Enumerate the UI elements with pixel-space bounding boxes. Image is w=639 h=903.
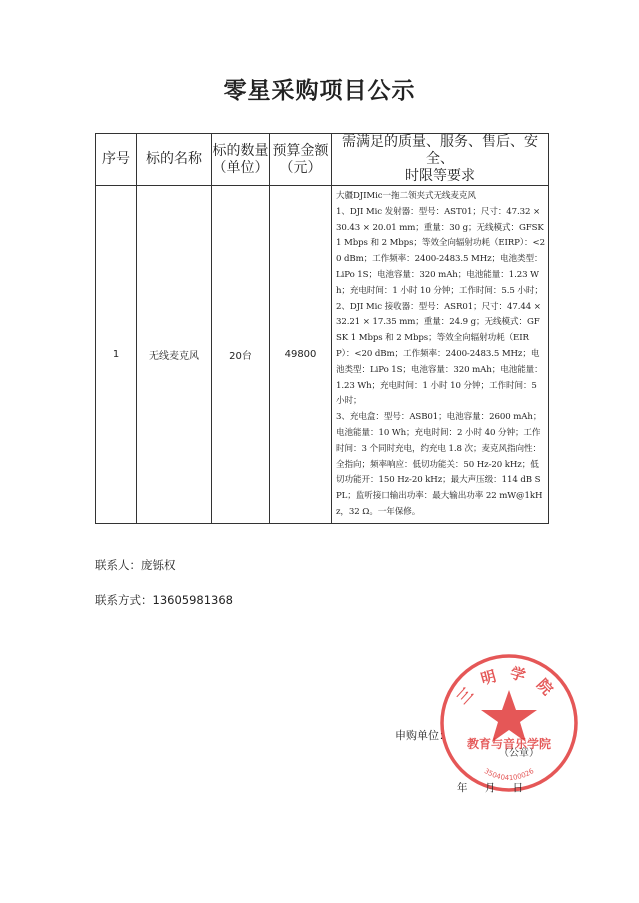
seal-bottom-text: 教育与音乐学院	[466, 737, 552, 751]
table-row	[96, 186, 549, 524]
header-budget-line1: 预算金额	[272, 142, 329, 159]
procurement-table	[95, 133, 549, 524]
seal-code: 350404100026	[482, 767, 536, 783]
document-title: 零星采购项目公示	[223, 78, 416, 104]
req-charging-case: 3、充电盒：型号：ASB01；电池容量：2600 mAh；电池能量：10 Wh；充电时间：2 小时 40 分钟；工作时间：3 个同时充电，约充电 1.8 次；麦克风指向性：全指向；频率响应：低切功能关：50 Hz-20 kHz；低切功能开：150 Hz-20 kHz；最大声压级：114 dB SPL；监听接口输出功率：最大输出功率 22 mW@1kHz，32 Ω。一年保修。	[336, 412, 543, 517]
contact-phone: 联系方式：13605981368	[95, 593, 233, 607]
req-product: 大疆DJIMic一拖二领夹式无线麦克风	[336, 191, 476, 201]
cell-qty: 20台	[212, 186, 270, 524]
header-req-line2: 时限等要求	[405, 168, 475, 184]
header-req-line1: 需满足的质量、服务、售后、安全、	[342, 134, 538, 167]
header-seq: 序号	[96, 134, 137, 186]
table-header-row	[96, 134, 549, 186]
seal-top-text: 三明学院	[453, 663, 565, 708]
req-transmitter: 1、DJI Mic 发射器：型号：AST01；尺寸：47.32 × 30.43 × 20.01 mm；重量：30 g；无线模式：GFSK 1 Mbps 和 2 Mbps；等效全向辐射功耗（EIRP）：<20 dBm；工作频率：2400-2483.5 MHz；电池类型：LiPo 1S；电池容量：320 mAh；电池能量：1.23 Wh；充电时间：1 小时 10 分钟；工作时间：5.5 小时；	[336, 206, 545, 296]
header-qty	[212, 134, 270, 186]
contact-person: 联系人：庞铄权	[95, 558, 176, 572]
cell-budget: 49800	[270, 186, 332, 524]
header-budget-line2: （元）	[279, 159, 322, 176]
header-qty-line2: （单位）	[212, 159, 269, 176]
cell-seq: 1	[96, 186, 137, 524]
header-budget	[270, 134, 332, 186]
purchasing-unit-label: 申购单位：	[395, 729, 450, 742]
header-requirements	[332, 134, 549, 186]
req-receiver: 2、DJI Mic 接收器：型号：ASR01；尺寸：47.44 × 32.21 × 17.35 mm；重量：24.9 g；无线模式：GFSK 1 Mbps 和 2 Mbps；等效全向辐射功耗（EIRP）：<20 dBm；工作频率：2400-2483.5 MHz；电池类型：LiPo 1S；电池容量：320 mAh；电池能量：1.23 Wh；充电时间：1 小时 10 分钟；工作时间：5 小时；	[336, 301, 543, 407]
date-line: 年 月 日	[457, 782, 524, 794]
official-seal	[438, 652, 580, 794]
seal-note: （公章）	[499, 748, 539, 759]
cell-name: 无线麦克风	[137, 186, 212, 524]
cell-requirements	[332, 186, 549, 524]
header-name: 标的名称	[137, 134, 212, 186]
header-qty-line1: 标的数量	[212, 142, 269, 159]
